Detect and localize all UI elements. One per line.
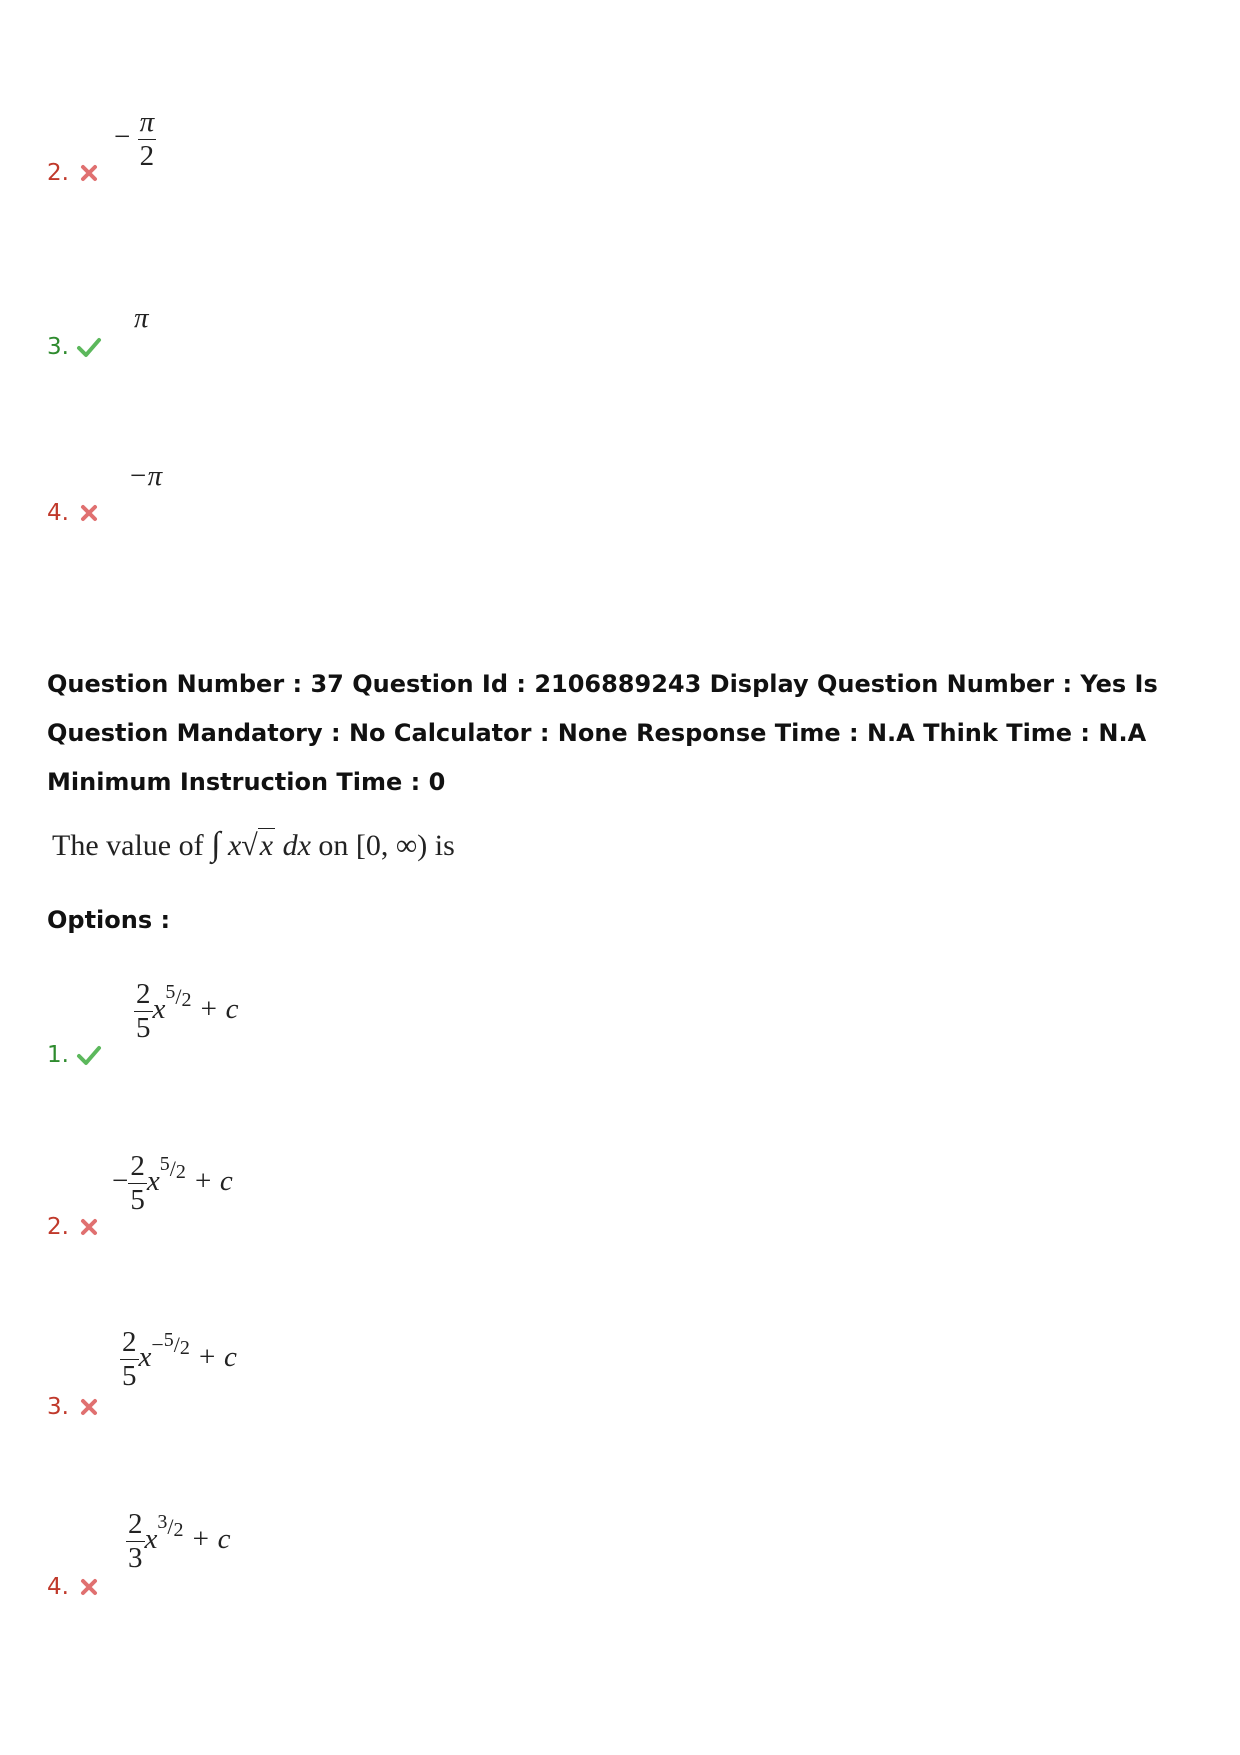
denominator: 3 [128, 1542, 143, 1574]
minus-pi-value: −π [128, 460, 163, 492]
interval: [0, ∞) [355, 829, 428, 862]
cross-icon [78, 1216, 100, 1238]
exponent: 5/2 [159, 1153, 186, 1184]
option-number: 4. [47, 500, 69, 526]
cross-icon [78, 1576, 100, 1598]
option-math [134, 302, 149, 335]
exponent: −5/2 [151, 1329, 190, 1360]
check-icon [76, 336, 102, 358]
fraction [138, 108, 157, 171]
variable: x [138, 1341, 152, 1374]
radicand: x [259, 829, 274, 862]
exponent-sign: − [151, 1332, 164, 1358]
pi-value: π [134, 302, 149, 334]
coefficient-fraction [126, 1510, 145, 1573]
option-number: 2. [47, 1214, 69, 1240]
constant-term: + c [190, 1523, 231, 1556]
question-text [52, 826, 455, 864]
option-number: 1. [47, 1042, 69, 1068]
option-math [112, 1152, 233, 1215]
exponent-denominator: 2 [181, 989, 192, 1012]
variable: x [146, 1165, 160, 1198]
minus-sign: − [112, 1165, 129, 1198]
options-label: Options : [47, 906, 171, 934]
exponent-numerator: 5 [159, 1153, 170, 1176]
exponent-numerator: 5 [165, 981, 176, 1004]
minus-sign: − [114, 121, 131, 154]
text-prefix: The value of [52, 829, 204, 862]
radical-sign: √ [241, 829, 258, 862]
option-math [120, 1328, 237, 1391]
coefficient-fraction [134, 980, 153, 1043]
text-suffix: is [434, 829, 455, 862]
numerator: 2 [122, 1326, 137, 1358]
denominator: 5 [122, 1360, 137, 1392]
exponent: 5/2 [165, 981, 192, 1012]
exponent-numerator: 5 [163, 1329, 174, 1352]
option-math [128, 460, 162, 493]
option-number: 4. [47, 1574, 69, 1600]
exponent-denominator: 2 [173, 1519, 184, 1542]
variable: x [152, 993, 166, 1026]
exponent-denominator: 2 [179, 1337, 190, 1360]
integral-sign: ∫ [211, 826, 221, 863]
question-meta: Question Number : 37 Question Id : 2106889243 Display Question Number : Yes Is Question Mandatory : No Calculator : None Response Time : N.A Think Time : N.A Minimum Instruction Time : 0 [47, 670, 1158, 796]
check-icon [76, 1044, 102, 1066]
integrand-x: x [227, 829, 242, 862]
exponent: 3/2 [157, 1511, 184, 1542]
option-number: 3. [47, 334, 69, 360]
option-math [114, 108, 156, 171]
denominator: 5 [130, 1184, 145, 1216]
option-math [126, 1510, 230, 1573]
option-number: 3. [47, 1394, 69, 1420]
numerator: π [139, 106, 155, 138]
denominator: 5 [136, 1012, 151, 1044]
exponent-denominator: 2 [175, 1161, 186, 1184]
option-number: 2. [47, 160, 69, 186]
cross-icon [78, 162, 100, 184]
constant-term: + c [197, 1341, 237, 1374]
constant-term: + c [198, 993, 239, 1026]
variable: x [144, 1523, 158, 1556]
differential: dx [282, 829, 311, 862]
cross-icon [78, 1396, 100, 1418]
exponent-numerator: 3 [157, 1511, 168, 1534]
denominator: 2 [139, 140, 155, 172]
coefficient-fraction [120, 1328, 139, 1391]
coefficient-fraction [128, 1152, 147, 1215]
numerator: 2 [130, 1150, 145, 1182]
numerator: 2 [128, 1508, 143, 1540]
option-math [134, 980, 238, 1043]
cross-icon [78, 502, 100, 524]
numerator: 2 [136, 978, 151, 1010]
text-on: on [318, 829, 349, 862]
constant-term: + c [193, 1165, 233, 1198]
